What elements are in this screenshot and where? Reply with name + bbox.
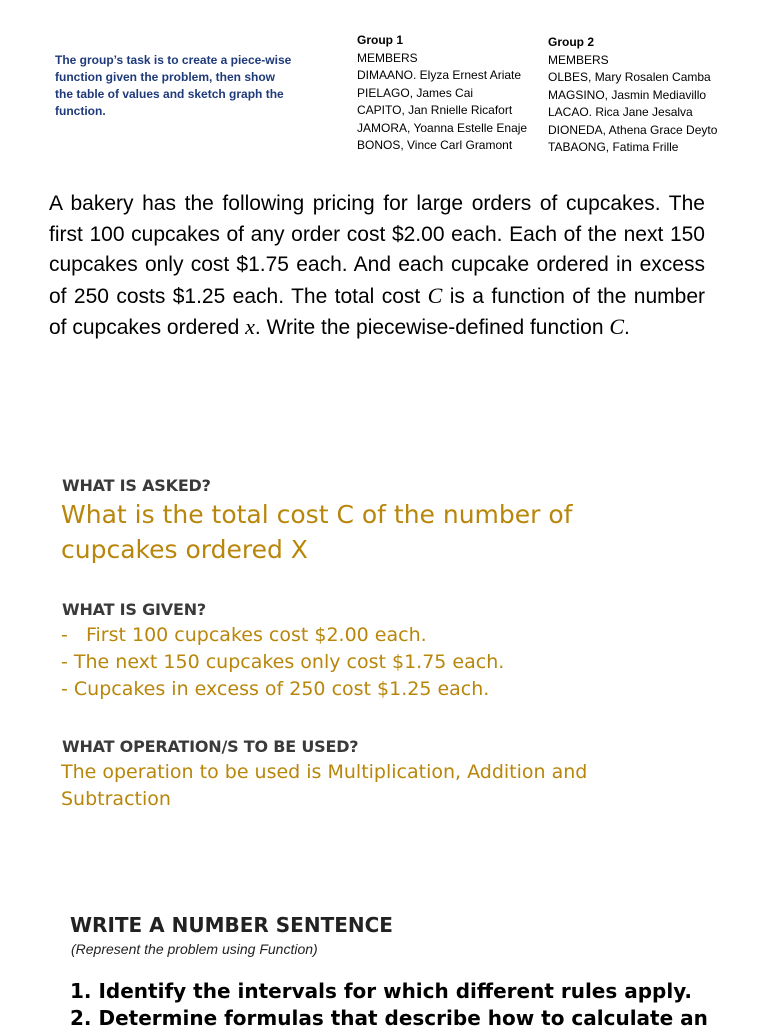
group-2-members-label: MEMBERS [548,52,609,67]
problem-text: is a function of the number of cupcakes ordered [49,284,706,339]
group-2-block [548,34,717,157]
group-2-title: Group 2 [548,35,595,49]
given-item: - Cupcakes in excess of 250 cost $1.25 each. [61,678,490,700]
group-2-member: DIONEDA, Athena Grace Deyto [548,122,718,137]
variable-c: C [609,314,625,339]
group-2-member: MAGSINO, Jasmin Mediavillo [548,87,707,102]
problem-text: . Write the piecewise-defined function [254,316,610,339]
number-sentence-heading: WRITE A NUMBER SENTENCE [70,913,393,937]
group-1-member: PIELAGO, James Cai [357,85,474,100]
group-2-member: TABAONG, Fatima Frille [548,140,679,154]
group-2-member: LACAO. Rica Jane Jesalva [548,105,693,119]
problem-text: . [624,316,630,339]
task-description: The group’s task is to create a piece-wise function given the problem, then show the table of values and sketch graph the function. [55,53,292,118]
variable-x: x [245,314,255,339]
group-1-member: BONOS, Vince Carl Gramont [357,138,513,152]
group-1-title: Group 1 [357,33,404,47]
what-is-given-heading: WHAT IS GIVEN? [62,600,206,619]
variable-c: C [427,282,443,308]
operation-heading: WHAT OPERATION/S TO BE USED? [62,737,359,756]
operation-text: The operation to be used is Multiplication, Addition and Subtraction [61,761,588,810]
group-1-member: JAMORA, Yoanna Estelle Enaje [357,120,528,135]
what-is-asked-text: What is the total cost C of the number of cupcakes ordered X [61,500,573,564]
given-item: - First 100 cupcakes cost $2.00 each. [61,624,427,646]
problem-statement [49,189,705,344]
group-2-member: OLBES, Mary Rosalen Camba [548,70,711,84]
group-1-block [357,32,527,155]
what-is-asked-heading: WHAT IS ASKED? [62,476,211,495]
group-1-member: CAPITO, Jan Rnielle Ricafort [357,103,513,117]
step-item: 1. Identify the intervals for which different rules apply. [70,979,693,1003]
what-is-given-list [61,622,504,703]
problem-text: A bakery has the following pricing for large orders of cupcakes. The first 100 cupcakes of any order cost $2.00 each. Each of the next 150 cupcakes only cost $1.75 each. And each cupcake ordered in excess of 250 costs $1.25 each. The total cost [49,192,705,308]
group-1-members-label: MEMBERS [357,50,418,65]
step-item: 2. Determine formulas that describe how to calculate an [70,1006,708,1030]
group-1-member: DIMAANO. Elyza Ernest Ariate [357,68,522,82]
given-item: - The next 150 cupcakes only cost $1.75 each. [61,651,505,673]
number-sentence-subtitle: (Represent the problem using Function) [71,941,318,957]
